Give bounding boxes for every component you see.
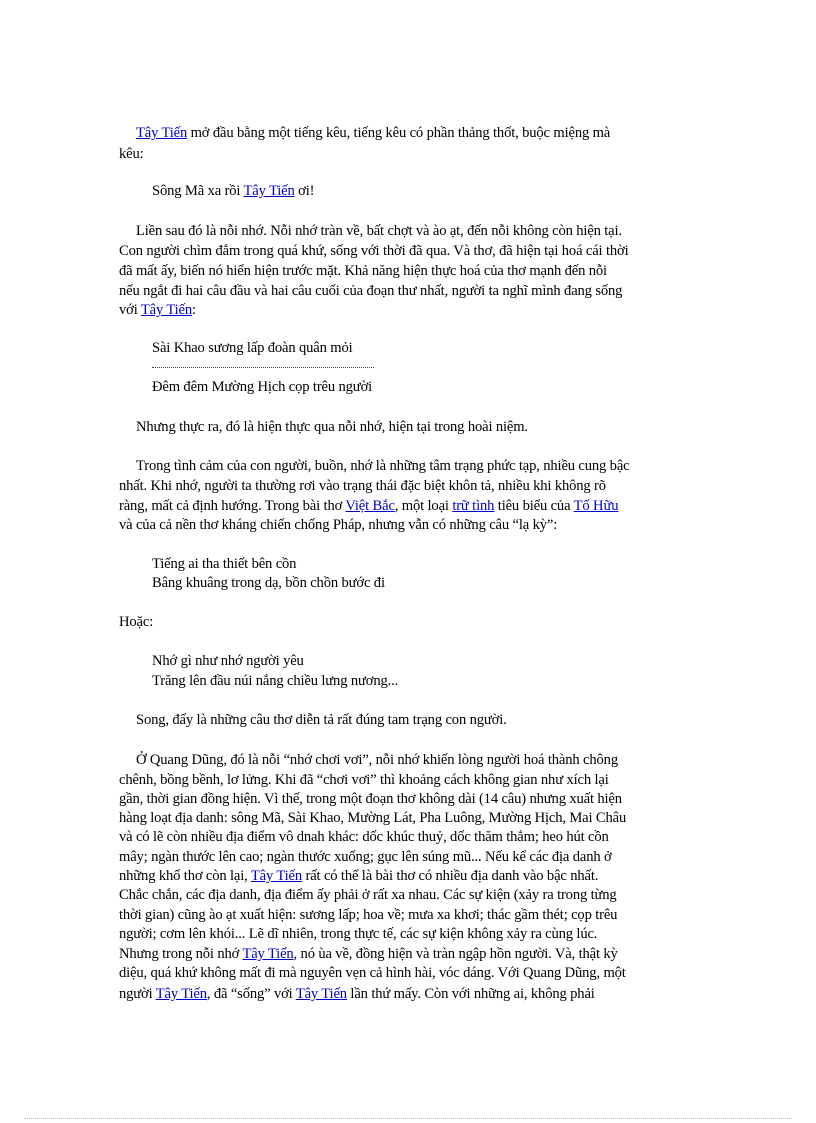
p2-line-5-post: : — [191, 302, 196, 318]
p6-line-9: thời gian) cũng ào ạt xuất hiện: sương lấp; hoa về; mưa xa khơi; thác gầm thét; cọp trêu — [119, 907, 618, 923]
p6-line-5: và có lẽ còn nhiều địa điểm vô dnah khác: dốc khúc thuỷ, dốc thăm thẳm; heo hút cồn — [119, 829, 609, 845]
link-tay-tien[interactable]: Tây Tiến — [136, 125, 188, 141]
p6-line-11 — [119, 945, 699, 963]
link-tay-tien[interactable]: Tây Tiến — [295, 986, 347, 1002]
p1-line-1-text: mở đầu bằng một tiếng kêu, tiếng kêu có phần thảng thốt, buộc miệng mà — [187, 125, 611, 141]
p6-line-6: mây; ngàn thước lên cao; ngàn thước xuống; gục lên súng mũ... Nếu kể các địa danh ở — [119, 849, 612, 865]
verse-2-line-1: Sài Khao sương lấp đoàn quân mỏi — [152, 340, 353, 356]
p6-line-7-b: rất có thể là bài thơ có nhiều địa danh vào bậc nhất. — [302, 868, 599, 884]
verse-4-line-1: Nhớ gì như nhớ người yêu — [152, 653, 304, 669]
link-tay-tien[interactable]: Tây Tiến — [242, 946, 294, 962]
p4-line-3-a: ràng, mất cả định hướng. Trong bài thơ — [119, 498, 346, 514]
p6-line-13-c: lần thứ mấy. Còn với những ai, không phải — [346, 986, 595, 1002]
p4-line-3-c: tiêu biểu của — [494, 498, 574, 514]
p4-line-3 — [119, 497, 699, 515]
link-tay-tien[interactable]: Tây Tiến — [250, 868, 303, 884]
p1-line-2: kêu: — [119, 146, 144, 162]
p4-line-3-b: , một loại — [394, 498, 453, 514]
link-tay-tien[interactable]: Tây Tiến — [243, 183, 295, 199]
verse-3-line-2: Bâng khuâng trong dạ, bồn chồn bước đi — [152, 575, 385, 591]
verse-4-line-2: Trăng lên đầu núi nắng chiều lưng nương... — [152, 673, 399, 689]
p2-line-2: Con người chìm đắm trong quá khứ, sống với thời đã qua. Và thơ, đã hiện tại hoá cái thời — [119, 243, 629, 259]
p2-line-1: Liền sau đó là nỗi nhớ. Nỗi nhớ tràn về, bất chợt và ào ạt, đến nỗi không còn hiện tại. — [136, 223, 622, 239]
link-tru-tinh[interactable]: trữ tình — [452, 498, 495, 514]
p5-line: Song, đấy là những câu thơ diễn tả rất đúng tam trạng con người. — [136, 712, 507, 728]
p6-line-8: Chắc chắn, các địa danh, địa điểm ấy phải ở rất xa nhau. Các sự kiện (xảy ra trong từng — [119, 887, 617, 903]
p6-line-2: chênh, bồng bềnh, lơ lửng. Khi đã “chơi vơi” thì khoảng cách không gian như xích lại — [119, 772, 609, 788]
link-tay-tien[interactable]: Tây Tiến — [155, 986, 207, 1002]
page-bottom-rule — [24, 1118, 792, 1119]
p6-line-4: hàng loạt địa danh: sông Mã, Sài Khao, Mường Lát, Pha Luông, Mường Hịch, Mai Châu — [119, 810, 627, 826]
p6-line-7-a: những khổ thơ còn lại, — [119, 868, 251, 884]
p6-line-13-a: người — [119, 986, 156, 1002]
p4-line-2: nhất. Khi nhớ, người ta thường rơi vào trạng thái đặc biệt khôn tả, nhiều khi không rõ — [119, 478, 606, 494]
p4-line-1: Trong tình cảm của con người, buồn, nhớ là những tâm trạng phức tạp, nhiều cung bậc — [136, 458, 630, 474]
verse-1-post: ơi! — [294, 183, 315, 199]
verse-2-line-2: Đêm đêm Mường Hịch cọp trêu người — [152, 379, 373, 395]
p6-line-7 — [119, 867, 699, 885]
p6-line-1: Ở Quang Dũng, đó là nỗi “nhớ chơi vơi”, nỗi nhớ khiến lòng người hoá thành chông — [136, 752, 618, 768]
link-to-huu[interactable]: Tố Hữu — [573, 498, 619, 514]
p6-line-12: diệu, quá khứ không mất đi mà nguyên vẹn cả hình hài, vóc dáng. Với Quang Dũng, một — [119, 965, 626, 981]
p2-line-3: đã mất ấy, biến nó hiển hiện trước mặt. Khả năng hiện thực hoá của thơ mạnh đến nỗi — [119, 263, 607, 279]
p2-line-4: nếu ngắt đi hai câu đầu và hai câu cuối của đoạn thư nhất, người ta nghĩ mình đang sống — [119, 283, 623, 299]
link-viet-bac[interactable]: Việt Bắc — [345, 498, 395, 514]
p1-line-1 — [136, 124, 716, 142]
p3-line: Nhưng thực ra, đó là hiện thực qua nỗi nhớ, hiện tại trong hoài niệm. — [136, 419, 528, 435]
link-tay-tien[interactable]: Tây Tiến — [140, 302, 192, 318]
p2-line-5 — [119, 301, 699, 319]
p6-line-10: người; cơm lên khói... Lẽ dĩ nhiên, trong thực tế, các sự kiện không xảy ra cùng lúc. — [119, 926, 598, 942]
p6-line-13-b: , đã “sống” với — [206, 986, 296, 1002]
verse-1-pre: Sông Mã xa rồi — [152, 183, 244, 199]
p6-line-13 — [119, 985, 699, 1003]
p2-line-5-pre: với — [119, 302, 141, 318]
p6-line-11-b: , nó ùa về, đồng hiện và tràn ngập hồn người. Và, thật kỳ — [293, 946, 618, 962]
p6-line-3: gần, thời gian đồng hiện. Vì thế, trong một đoạn thơ không dài (14 câu) nhưng xuất hiện — [119, 791, 622, 807]
hoac-label: Hoặc: — [119, 614, 154, 630]
verse-3-line-1: Tiếng ai tha thiết bên cồn — [152, 556, 297, 572]
p4-line-4: và của cả nền thơ kháng chiến chống Pháp, nhưng vẫn có những câu “lạ kỳ”: — [119, 517, 558, 533]
p6-line-11-a: Nhưng trong nỗi nhớ — [119, 946, 243, 962]
verse-1-line — [152, 182, 732, 200]
ellipsis-divider — [152, 367, 374, 368]
